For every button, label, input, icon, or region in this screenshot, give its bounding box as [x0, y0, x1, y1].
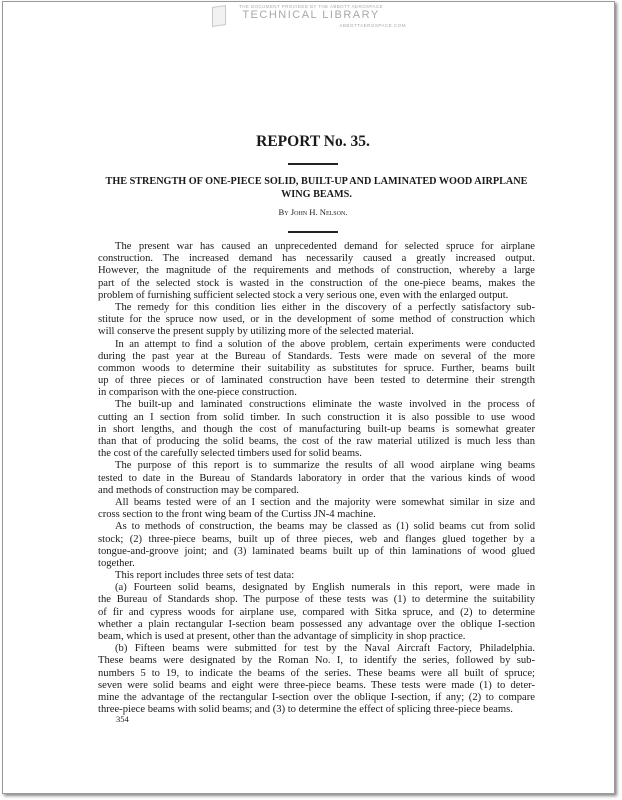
page-number: 354 — [116, 714, 129, 724]
text-line: in comparison with the one-piece construction. — [98, 387, 297, 399]
divider-rule — [288, 231, 338, 233]
text-line: common woods to determine their suitability as substitutes for spruce. Further, beams built — [98, 362, 535, 374]
paragraph — [98, 582, 535, 643]
paragraph — [98, 399, 535, 460]
text-line: problem of furnishing sufficient selected stock a very serious one, even with the enlarged output. — [98, 289, 509, 301]
text-line: The purpose of this report is to summarize the results of all wood airplane wing beams — [115, 460, 535, 472]
text-line: These beams were designated by the Roman No. I, to identify the series, followed by sub- — [98, 655, 535, 667]
report-title-line-2: WING BEAMS. — [281, 188, 352, 200]
text-line: mine the advantage of the rectangular I-section over the oblique I-section, if any; (2) to compare — [98, 691, 535, 703]
text-line: The present war has caused an unprecedented demand for selected spruce for airplane — [115, 241, 535, 252]
text-line: seven were solid beams and eight were three-piece beams. These tests were made (1) to deter- — [98, 679, 535, 691]
text-line: tested to date in the Bureau of Standards laboratory in order that the various kinds of wood — [98, 472, 535, 484]
paragraph — [98, 460, 535, 497]
text-line: together. — [98, 557, 135, 569]
text-line: will conserve the present supply by utilizing more of the selected material. — [98, 326, 414, 338]
text-line: the cost of the carefully selected timbers used for solid beams. — [98, 448, 362, 460]
text-line: cutting an I section from solid timber. In such construction it is also possible to use wood — [98, 411, 535, 423]
text-line: part of the selected stock is wasted in the construction of the one-piece beams, makes the — [98, 277, 535, 289]
watermark-main-text: TECHNICAL LIBRARY — [242, 9, 380, 21]
text-line: stitute for the spruce now used, or in the development of some method of construction which — [98, 314, 535, 326]
text-line: of fir and cypress woods for airplane use, compared with Sitka spruce, and (2) to determine — [98, 606, 535, 618]
paragraph — [98, 302, 535, 339]
text-line: The remedy for this condition lies either in the discovery of a perfectly satisfactory sub- — [115, 301, 535, 313]
text-line: However, the magnitude of the requirements and methods of construction, whereby a large — [98, 265, 535, 277]
text-line: numbers 5 to 19, to indicate the beams of the series. These beams were all built of spruce; — [98, 667, 535, 679]
text-line: up of three pieces or of laminated construction have been tested to determine their strength — [98, 375, 535, 387]
text-line: beam, which is used at present, other than the advantage of simplicity in shop practice. — [98, 631, 466, 642]
text-line: The built-up and laminated constructions eliminate the waste involved in the process of — [115, 399, 535, 411]
text-line: than that of producing the solid beams, the cost of the raw material utilized is much less than — [98, 436, 535, 447]
text-line: the Bureau of Standards shop. The purpose of these tests was (1) to determine the suitability — [98, 594, 535, 606]
paragraph — [98, 339, 535, 400]
divider-rule — [288, 163, 338, 165]
paragraph — [98, 570, 535, 582]
text-line: stock; (2) three-piece beams, built up of three pieces, web and flanges glued together by a — [98, 533, 535, 545]
text-line: whether a plain rectangular I-section beam possessed any advantage over the oblique I-section — [98, 618, 535, 630]
text-line: in short lengths, and though the cost of manufacturing built-up beams is somewhat greater — [98, 423, 535, 435]
author-byline: By John H. Nelson. — [278, 207, 348, 217]
text-line: This report includes three sets of test data: — [115, 570, 295, 582]
body-text — [98, 241, 535, 716]
text-line: cross section to the front wing beam of the Curtiss JN-4 machine. — [98, 509, 376, 521]
paragraph — [98, 497, 535, 521]
text-line: and methods of construction may be compared. — [98, 484, 299, 496]
watermark-top-text: THE DOCUMENT PROVIDED BY THE ABBOTT AEROSPACE — [239, 4, 383, 9]
text-line: (b) Fifteen beams were submitted for test by the Naval Aircraft Factory, Philadelphia. — [115, 643, 535, 655]
text-line: construction. The increased demand has necessarily caused a greatly increased output. — [98, 253, 535, 265]
text-line: (a) Fourteen solid beams, designated by English numerals in this report, were made in — [115, 582, 535, 594]
report-title — [98, 176, 535, 201]
report-title-line-1: THE STRENGTH OF ONE-PIECE SOLID, BUILT-UP AND LAMINATED WOOD AIRPLANE — [105, 176, 528, 187]
text-line: As to methods of construction, the beams may be classed as (1) solid beams cut from solid — [115, 521, 535, 533]
watermark-site-text: ABBOTTAEROSPACE.COM — [339, 23, 406, 28]
text-line: during the past year at the Bureau of Standards. Tests were made on several of the more — [98, 350, 535, 362]
paragraph — [98, 241, 535, 302]
watermark-logo — [0, 3, 622, 31]
report-number: REPORT No. 35. — [256, 133, 370, 150]
paragraph — [98, 643, 535, 716]
paragraph — [98, 521, 535, 570]
text-line: In an attempt to find a solution of the above problem, certain experiments were conducted — [115, 338, 535, 350]
text-line: tongue-and-groove joint; and (3) laminated beams built up of thin laminations of wood glued — [98, 545, 535, 557]
text-line: All beams tested were of an I section and the majority were somewhat similar in size and — [115, 496, 535, 508]
text-line: three-piece beams with solid beams; and (3) to determine the effect of splicing three-piece beams. — [98, 704, 513, 716]
